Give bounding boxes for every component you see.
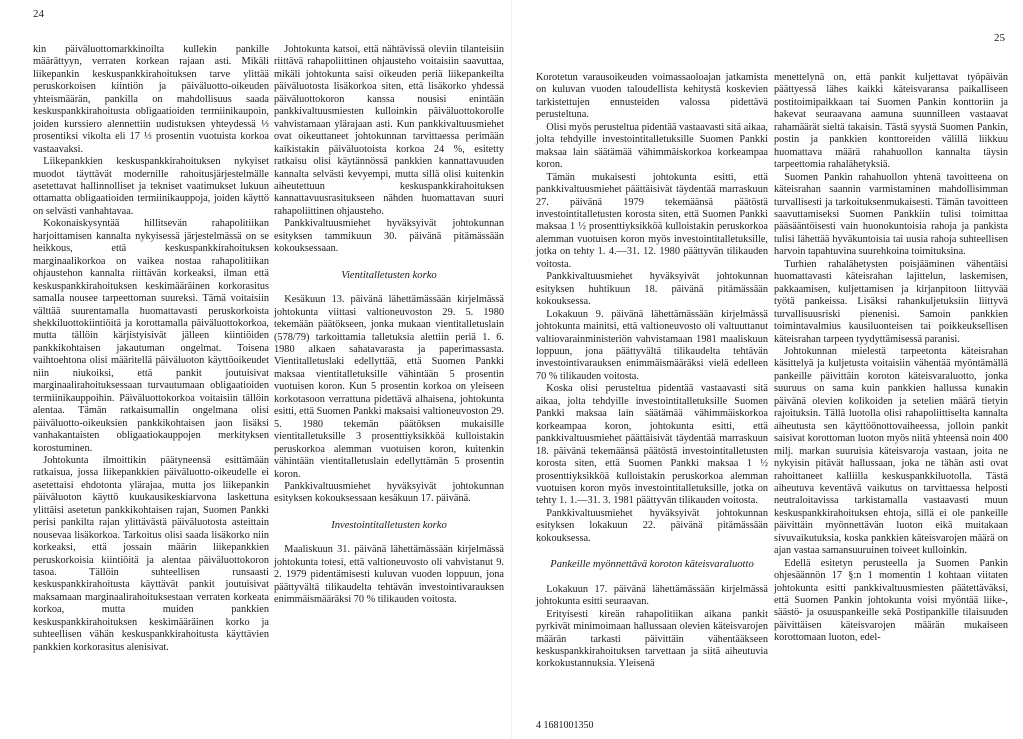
text-column-1 <box>33 44 269 654</box>
paragraph: Johtokunta ilmoittikin päätyneensä esittämään ratkaisua, jossa liikepankkien päiväluotto-oikeudelle ei asetettaisi ehdotonta ylärajaa, mutta jos liikepankin päiväluoton käyttö kuukausikeskiarvona laskettuna ylittäisi asetetun pankkikohtaisen rajan, Suomen Pankki perisi pankilta rajan ylittävästä päiväluotosta asteittain nousevaa lisäkorkoa. Tarkoitus olisi saada lisäkorko niin korkeaksi, että jossain määrin liikepankkien peruskorkoisia kiintiöitä ja alentaa päiväluottokoron tasoa. Tällöin suhteellisen runsaasti keskuspankkirahoitusta käyttävät pankit joutuisivat maksamaan marginaalirahoituksestaan verraten korkeata korkoa, mutta muiden pankkien keskuspankkirahoituksen keskimääräinen korko ja suhteellisen vähän keskuspankkirahoitusta käyttävien pankkien korkorasitus alenisivat. <box>33 454 269 653</box>
paragraph: Suomen Pankin rahahuollon yhtenä tavoitteena on käteisrahan saannin varmistaminen mahdollisimman turvallisesti ja tarkoituksenmukaisesti. Tämän tavoitteen saavuttamiseksi Suomen Pankkiin tulisi toimittaa pääsääntöisesti vain huonokuntoisia rahoja ja pankista tulisi lähettää hyväkuntoisia tai uusia rahoja suhteellisen harvoin tapahtuvina suurehkoina toimituksina. <box>774 171 1008 258</box>
paragraph: Kokonaiskysyntää hillitsevän rahapolitiikan harjoittamisen kannalta nykyisessä järjestelmässä on se heikkous, että keskuspankkirahoituksen marginaalikorkoa on vaikea nostaa rahapolitiikan ohjaustehon kannalta riittävän korkeaksi, ilman että keskuspankkirahoituksen keskimääräinen korkorasitus samalla nousee tarpeettoman suureksi. Tämä voitaisiin välttää suurentamalla huomattavasti peruskorkoista shekkiluottokiintiöitä ja korottamalla päiväluottokorkoa, mutta tällöin kärjistyisivät jälleen kiintiöiden pankkikohtaisen jakautuman ongelmat. Toisena vaihtoehtona olisi määritellä päiväluoton käyttöoikeudet niin niukoiksi, että pankit joutuisivat marginaalirahoituksessaan turvautumaan obligaatioiden termiinikauppoihin. Päiväluottokorkoa voitaisiin tällöin alentaa. Tämän ratkaisumallin ongelmana olisi päiväluotto-oikeuksien pankkikohtaisen jaon lisäksi vanhakantaisten obligaatiokauppojen merkityksen korostuminen. <box>33 218 269 454</box>
paragraph: Kesäkuun 13. päivänä lähettämässään kirjelmässä johtokunta viittasi valtioneuvoston 29. 5. 1980 tekemään päätökseen, jonka mukaan vientitalletuslain (578/79) tarkoittamia talletuksia alettiin periä 1. 6. 1980 alkaen sahatavarasta ja paperimassasta. Vientitalletuslaki edellyttää, että Suomen Pankki maksaa vientitalletuksille vähintään 5 prosentin vuotuisen koron. Kun 5 prosentin korkoa on yleiseen korkotasoon verrattuna pidettävä alhaisena, johtokunta esitti, että Suomen Pankki maksaisi valtioneuvoston 29. 5. 1980 tekemän päätöksen mukaisille vientitalletuksille 3 prosenttiyksikköä kulloistakin peruskorkoa alemman vuotuisen koron, kuitenkin vähintään vientitalletuslain edellyttämän 5 prosentin koron. <box>274 294 504 480</box>
paragraph: Pankkivaltuusmiehet hyväksyivät johtokunnan esityksen lokakuun 22. päivänä pitämässään kokouksessa. <box>536 507 768 544</box>
paragraph: Johtokunta katsoi, että nähtävissä oleviin tilanteisiin riittävä rahapoliittinen ohjausteho voitaisiin saavuttaa, mikäli johtokunta saisi oikeuden periä liikepankeilta päiväluotosta lisäkorkoa siten, että lisäkorko yhdessä päiväluottokoron kanssa nousisi enintään pankkivaltuusmiesten kulloinkin päiväluottokorolle vahvistamaan ylärajaan asti. Kun pankkivaltuusmiehet ovat oikeuttaneet johtokunnan tarvittaessa perimään kaikistakin päiväluotoista korkoa 24 %, esitetty ratkaisu olisi käytännössä pankkien kannattavuuden kannalta selvästi kevyempi, mutta sillä olisi kuitenkin aiheutettuun keskuspankkirahoituksen kannattavuusrasitukseen nähden huomattavan suuri rahapoliittinen ohjausteho. <box>274 44 504 217</box>
text-column-3 <box>536 72 768 671</box>
section-heading: Vientitalletusten korko <box>341 269 437 281</box>
paragraph: Lokakuun 9. päivänä lähettämässään kirjelmässä johtokunta mainitsi, että valtioneuvosto oli valtuuttanut valtiovarainministeriön vahvistamaan 1981 maaliskuun loppuun, jona päättyvältä tilikaudelta tehtävän investointivarauksen enimmäismääräksi vielä edelleen 70 % tilikauden voitosta. <box>536 308 768 382</box>
paragraph: Pankkivaltuusmiehet hyväksyivät johtokunnan esityksen tammikuun 30. päivänä pitämässään kokouksessaan. <box>274 218 504 255</box>
section-heading: Investointitalletusten korko <box>331 519 447 531</box>
paragraph: Korotetun varausoikeuden voimassaoloajan jatkamista on kuluvan vuoden taloudellista kehitystä koskevien tarkistettujen ennusteiden valossa pidettävä perusteltuna. <box>536 72 768 121</box>
paragraph: Olisi myös perusteltua pidentää vastaavasti sitä aikaa, jolta tehdyille investointitalletuksille Suomen Pankki maksaa lain säätämää vähimmäiskorkoa korkeampaa koron. <box>536 121 768 171</box>
paragraph: Turhien rahalähetysten poisjääminen vähentäisi huomattavasti käteisrahan lajittelun, laskemisen, pakkaamisen, kuljettamisen ja kirjanpitoon liittyvää työtä pankeissa. Lisäksi rahankuljetuksiin liittyvä turvallisuusriski pienenisi. Samoin pankkien toimintavalmius kausiluonteisen tai poikkeuksellisen käteisrahan tarpeen tyydyttämisessä paranisi. <box>774 258 1008 345</box>
paragraph: Lokakuun 17. päivänä lähettämässään kirjelmässä johtokunta esitti seuraavan. <box>536 583 768 608</box>
paragraph: Koska olisi perusteltua pidentää vastaavasti sitä aikaa, jolta tehdyille investointitalletuksille Suomen Pankki maksaa lain säätämää vähimmäiskorkoa korkeampaa koron, johtokunta esitti, että pankkivaltuusmiehet päättäisivät täydentää marraskuun 18. päivänä tekemäänsä päätöstä investointitalletusten korosta siten, että Suomen Pankki maksaa 1 ½ prosenttiyksikköä kulloistakin peruskorkoa alemman vuotuisen koron myös investointitalletuksille, jotka on tehty 1. 1.—31. 3. 1981 päättyvän tilikauden voitosta. <box>536 383 768 507</box>
printer-mark: 4 1681001350 <box>536 720 594 731</box>
paragraph: Pankkivaltuusmiehet hyväksyivät johtokunnan esityksen huhtikuun 18. päivänä pitämässään kokouksessa. <box>536 271 768 308</box>
paragraph: Erityisesti kireän rahapolitiikan aikana pankit pyrkivät minimoimaan hallussaan olevien käteisvarojen määrän tarkasti päivittäin vähentääkseen keskuspankkirahoituksen tarvettaan ja siitä aiheutuvia korkokustannuksia. Yleisenä <box>536 608 768 670</box>
text-column-2 <box>274 44 504 607</box>
paragraph: Edellä esitetyn perusteella ja Suomen Pankin ohjesäännön 17 §:n 1 momentin 1 kohtaan viitaten johtokunta esitti pankkivaltuusmiesten päätettäväksi, että Suomen Pankin johtokunta voisi myöntää liike-, säästö- ja osuuspankeille sekä Postipankille tilaisuuden päivittäisen käteisvarojen määrän mukaiseen korottomaan luoton, edel- <box>774 557 1008 644</box>
paragraph: Johtokunnan mielestä tarpeetonta käteisrahan käsittelyä ja kuljetusta voitaisiin vähentää myöntämällä pankeille päivittäin koroton käteisvaraluotto, jonka suuruus on sama kuin pankkien hallussa kunakin päivänä olevien kolikoiden ja setelien määrä tietyin rajoituksin. Tällä luotolla olisi rahapoliittiselta kannalta aiheutusta sen käyttöönottovaiheessa, jolloin pankit saisivat korottoman luoton myös niitä yhteensä noin 400 milj. markan suuruisia käteisvaroja vastaan, joita ne nykyisin pitävät hallussaan, joka ne tähän asti ovat rahoittaneet kalliilla keskuspankkiluotolla. Tästä aiheutuva keventävä vaikutus on tarvittaessa helposti neutraloitavissa tarkistamalla vastaavasti muun keskuspankkirahoituksen ehtoja, sillä ei ole pankeille päivittäin myönnettävän luoton eikä muitakaan sivuvaikutuksia, koska pankkien käteisvarojen määrä on ajan vastaa samansuuruinen toiveet kulloinkin. <box>774 345 1008 557</box>
page-number-left: 24 <box>33 8 44 20</box>
text-column-4 <box>774 72 1008 645</box>
paragraph: Liikepankkien keskuspankkirahoituksen nykyiset muodot täyttävät modernille rahoitusjärjestelmälle asetettavat hallinnolliset ja tekniset vaatimukset lukuun ottamatta obligaatioiden termiinikauppoja, joiden käyttö on selvästi vanhahtavaa. <box>33 156 269 217</box>
paragraph: Pankkivaltuusmiehet hyväksyivät johtokunnan esityksen kokouksessaan kesäkuun 17. päivänä. <box>274 481 504 505</box>
paragraph: Maaliskuun 31. päivänä lähettämässään kirjelmässä johtokunta totesi, että valtioneuvosto oli vahvistanut 9. 2. 1979 pidentämisesti kuluvan vuoden loppuun, jona päättyvältä tilikaudelta tehtävän investointivarauksen enimmäismääräksi 70 % tilikauden voitosta. <box>274 544 504 606</box>
paragraph: menettelynä on, että pankit kuljettavat työpäivän päättyessä lähes kaikki käteisvaransa paikalliseen postitoimipaikkaan tai Suomen Pankin konttoriin ja hakevat seuraavana aamuna suunnilleen vastaavat rahamäärät sieltä takaisin. Tästä syystä Suomen Pankin, postin ja pankkien konttoreiden välillä liikkuu huomattava määrä rahahuollon kannalta täysin tarpeettomia rahalähetyksiä. <box>774 72 1008 171</box>
paragraph: Tämän mukaisesti johtokunta esitti, että pankkivaltuusmiehet päättäisivät täydentää marraskuun 27. päivänä 1979 tekemäänsä päätöstä investointitalletusten korosta siten, että Suomen Pankki maksaa 1 ½ prosenttiyksikköä kulloistakin peruskorkoa alemman vuotuisen koron myös investointitalletuksille, jotka on tehty 1. 4.—31. 12. 1980 päättyvän tilikauden voitosta. <box>536 171 768 270</box>
paragraph: kin päiväluottomarkkinoilta kullekin pankille määrättyyn, verraten korkean rajaan asti. Mikäli liikepankin keskuspankkirahoituksen tarve ylittää peruskorkoisen kiintiön ja päiväluotto-oikeuden yhteismäärän, pankilla on mahdollisuus saada keskuspankkirahoitusta obligaatioiden termiinikaupoin, joiden kurssiero alennettiin uudistuksen yhteydessä ⅓ prosentiksi vikolta eli 17 ⅓ prosentin vuotuista korkoa vastaavaksi. <box>33 44 269 155</box>
page-number-right: 25 <box>994 32 1005 44</box>
page-gutter <box>511 0 512 739</box>
section-heading: Pankeille myönnettävä koroton käteisvaraluotto <box>550 559 754 571</box>
